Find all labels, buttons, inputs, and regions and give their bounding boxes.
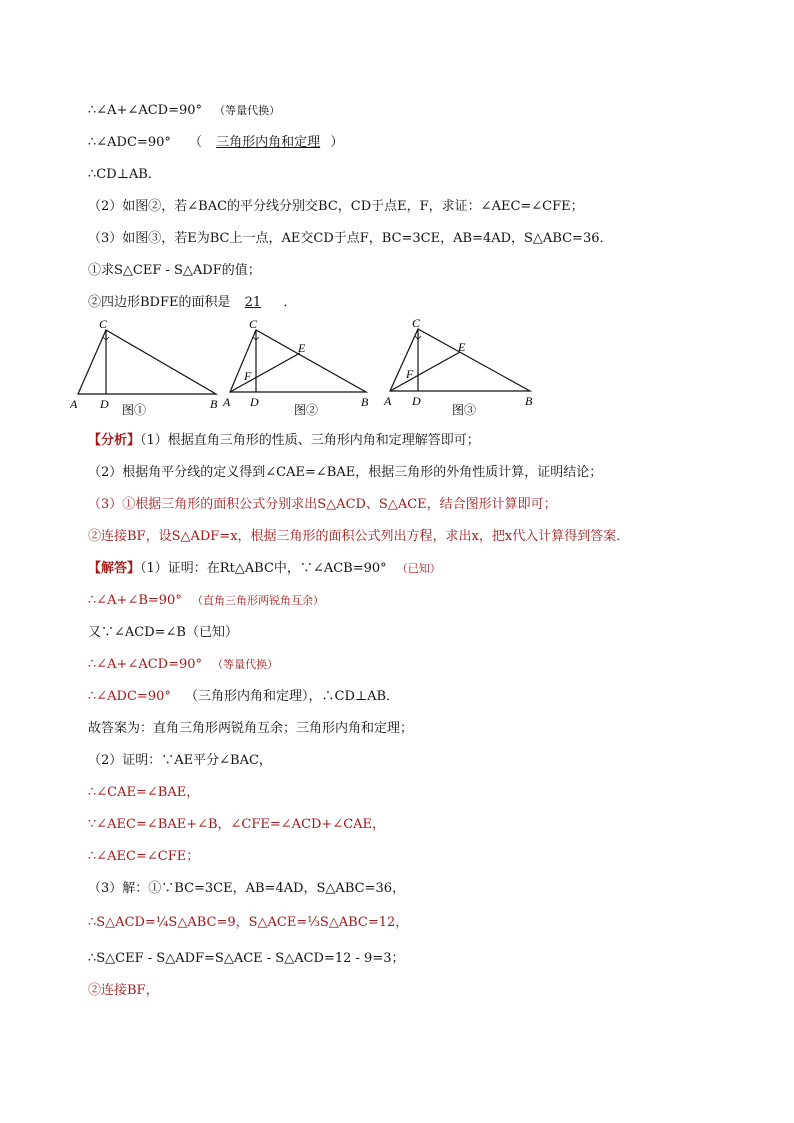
figure-3-label-f: F [406,367,414,381]
figure-1-label-a: A [70,397,78,411]
solution-line-5 [88,688,399,706]
figure-1-label-c: C [99,317,108,331]
figure-3-label-e: E [458,340,466,354]
figure-3-label-c: C [412,316,421,330]
figure-1-label-d: D [100,397,109,411]
figure-2-label-c: C [249,317,258,331]
figure-2-label-d: D [250,395,259,409]
line-2-blank-answer: 三角形内角和定理 [216,135,321,150]
solution-line-8: ∴∠CAE=∠BAE， [88,785,200,800]
solution-text-2: ∴∠A+∠B=90° [88,593,182,608]
solution-line-11: （3）解：①∵BC=3CE，AB=4AD，S△ABC=36， [88,881,405,896]
question-3-part-2-text: ②四边形BDFE的面积是 [88,295,231,310]
line-1-reason: （等量代换） [214,104,281,117]
line-2-text: ∴∠ADC=90° [88,135,171,150]
solution-text-5: ∴∠ADC=90° [88,689,171,704]
figure-1 [70,312,230,420]
solution-line-10: ∴∠AEC=∠CFE； [88,849,200,864]
figure-1-label-b: B [210,397,218,411]
solution-line-4 [88,656,278,674]
question-3-part-2-end: ． [283,295,297,310]
solution-reason-4: （等量代换） [212,658,279,671]
solution-line-2 [88,592,324,610]
solution-line-6: 故答案为：直角三角形两锐角互余；三角形内角和定理； [88,721,414,736]
solution-line-13: ∴S△CEF - S△ADF=S△ACE - S△ACD=12 - 9=3； [88,951,405,966]
solution-reason-2: （直角三角形两锐角互余） [191,594,324,607]
line-2-close: ） [330,135,344,150]
solution-heading: 【解答】 [88,561,141,576]
figure-2-label-f: F [244,369,252,383]
solution-line-14: ②连接BF， [88,983,159,998]
solution-reason-1: （已知） [396,562,441,575]
figure-1-triangle [78,330,216,394]
question-3: （3）如图③，若E为BC上一点，AE交CD于点F，BC=3CE，AB=4AD，S△ABC=36． [88,231,613,246]
solution-text-1: （1）证明：在Rt△ABC中，∵∠ACB=90° [140,561,387,576]
line-1 [88,102,280,120]
solution-line-1 [88,560,441,578]
figure-3-segment-ae [390,352,460,391]
figure-3-label-b: B [525,394,533,408]
line-2-open: （ [189,135,203,150]
line-1-text: ∴∠A+∠ACD=90° [88,103,203,118]
figure-2-label-b: B [361,395,369,409]
figure-3-triangle [390,329,530,391]
line-3: ∴CD⊥AB． [88,167,161,182]
figure-3-label-d: D [412,394,421,408]
figure-2-caption: 图② [294,403,319,417]
figure-3-label-a: A [384,394,392,408]
analysis-line-1 [88,432,480,450]
figure-2-bisector [230,353,300,392]
solution-line-9: ∵∠AEC=∠BAE+∠B，∠CFE=∠ACD+∠CAE， [88,817,386,832]
line-2 [88,134,343,152]
solution-line-12: ∴S△ACD=¼S△ABC=9，S△ACE=⅓S△ABC=12， [88,915,409,930]
question-2: （2）如图②，若∠BAC的平分线分别交BC，CD于点E，F，求证：∠AEC=∠CFE； [88,199,584,214]
figure-2 [220,312,380,420]
analysis-line-4: ②连接BF，设S△ADF=x，根据三角形的面积公式列出方程，求出x，把x代入计算得到答案． [88,529,630,544]
figure-1-caption: 图① [122,403,147,417]
solution-line-3: 又∵∠ACD=∠B（已知） [88,625,238,640]
solution-line-7: （2）证明：∵AE平分∠BAC， [88,753,272,768]
question-3-part-2-answer: 21 [244,295,262,310]
solution-reason-5: （三角形内角和定理），∴CD⊥AB． [185,689,400,704]
analysis-line-2: （2）根据角平分线的定义得到∠CAE=∠BAE，根据三角形的外角性质计算，证明结论； [88,465,603,480]
analysis-line-3: （3）①根据三角形的面积公式分别求出S△ACD、S△ACE，结合图形计算即可； [88,497,557,512]
question-3-part-1: ①求S△CEF - S△ADF的值； [88,263,261,278]
solution-text-4: ∴∠A+∠ACD=90° [88,657,203,672]
analysis-heading: 【分析】 [88,433,141,448]
figure-3-caption: 图③ [452,403,477,417]
question-3-part-2 [88,294,296,312]
figure-3 [380,312,540,420]
figure-2-label-a: A [223,395,231,409]
figure-2-label-e: E [298,341,306,355]
analysis-text-1: （1）根据直角三角形的性质、三角形内角和定理解答即可； [140,433,480,448]
